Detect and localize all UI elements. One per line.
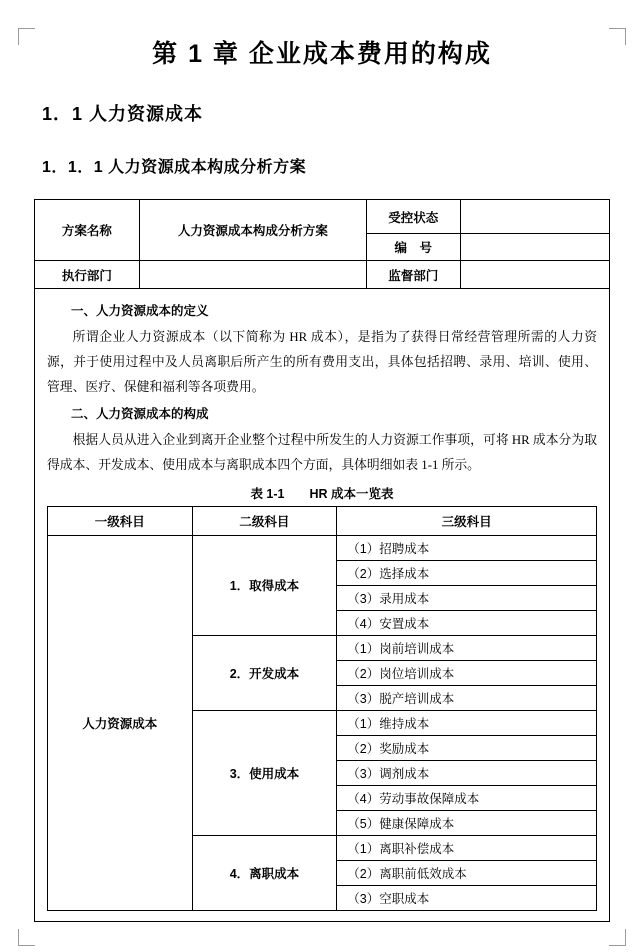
value-exec-dept[interactable] bbox=[139, 261, 366, 289]
chapter-title: 第 1 章 企业成本费用的构成 bbox=[152, 40, 492, 68]
paragraph-composition: 根据人员从进入企业到离开企业整个过程中所发生的人力资源工作事项，可将 HR 成本分为取得成本、开发成本、使用成本与离职成本四个方面，具体明细如表 1-1 所示。 bbox=[47, 432, 597, 472]
cell-level2-development: 2．开发成本 bbox=[192, 635, 337, 710]
paragraph-definition: 所谓企业人力资源成本（以下简称为 HR 成本），是指为了获得日常经营管理所需的人力资源，并于使用过程中及人员离职后所产生的所有费用支出，具体包括招聘、录用、培训、使用、管理、医疗、保健和福利等各项费用。 bbox=[47, 330, 597, 394]
cell-level3: （2）奖励成本 bbox=[337, 735, 597, 760]
value-supervise-dept[interactable] bbox=[460, 261, 609, 289]
cell-level3: （2）岗位培训成本 bbox=[337, 660, 597, 685]
header-level3: 三级科目 bbox=[337, 506, 597, 535]
cell-level3: （4）劳动事故保障成本 bbox=[337, 785, 597, 810]
cell-level2-separation: 4．离职成本 bbox=[192, 835, 337, 910]
cell-level3: （3）调剂成本 bbox=[337, 760, 597, 785]
cell-level3: （5）健康保障成本 bbox=[337, 810, 597, 835]
document-page bbox=[0, 22, 644, 952]
hr-cost-table bbox=[47, 506, 597, 911]
table-header-row bbox=[48, 506, 597, 535]
header-level1: 一级科目 bbox=[48, 506, 193, 535]
cell-level3: （1）招聘成本 bbox=[337, 535, 597, 560]
cell-level3: （3）录用成本 bbox=[337, 585, 597, 610]
crop-mark-top-left bbox=[18, 28, 35, 45]
content-body bbox=[34, 289, 610, 922]
value-control-status[interactable] bbox=[460, 200, 609, 234]
cell-level3: （2）选择成本 bbox=[337, 560, 597, 585]
heading-composition: 二、人力资源成本的构成 bbox=[71, 406, 209, 421]
section-title: 1．1 人力资源成本 bbox=[42, 104, 204, 124]
label-exec-dept: 执行部门 bbox=[35, 261, 140, 289]
cell-level3: （2）离职前低效成本 bbox=[337, 860, 597, 885]
cost-table-caption: 表 1-1 HR 成本一览表 bbox=[250, 486, 394, 501]
label-supervise-dept: 监督部门 bbox=[366, 261, 460, 289]
label-scheme-name: 方案名称 bbox=[35, 200, 140, 261]
scheme-info-table bbox=[34, 199, 610, 289]
cell-level1: 人力资源成本 bbox=[48, 535, 193, 910]
value-scheme-name: 人力资源成本构成分析方案 bbox=[139, 200, 366, 261]
cell-level3: （1）离职补偿成本 bbox=[337, 835, 597, 860]
crop-mark-top-right bbox=[609, 28, 626, 45]
cell-level3: （4）安置成本 bbox=[337, 610, 597, 635]
header-level2: 二级科目 bbox=[192, 506, 337, 535]
cell-level3: （3）脱产培训成本 bbox=[337, 685, 597, 710]
subsection-title: 1．1．1 人力资源成本构成分析方案 bbox=[42, 159, 307, 176]
crop-mark-bottom-right bbox=[609, 929, 626, 946]
cell-level3: （1）岗前培训成本 bbox=[337, 635, 597, 660]
cell-level3: （1）维持成本 bbox=[337, 710, 597, 735]
label-control-status: 受控状态 bbox=[366, 200, 460, 234]
cell-level2-acquisition: 1．取得成本 bbox=[192, 535, 337, 635]
cell-level3: （3）空职成本 bbox=[337, 885, 597, 910]
table-row bbox=[48, 535, 597, 560]
crop-mark-bottom-left bbox=[18, 929, 35, 946]
value-number[interactable] bbox=[460, 234, 609, 261]
table-row bbox=[35, 261, 610, 289]
label-number: 编 号 bbox=[366, 234, 460, 261]
cell-level2-usage: 3．使用成本 bbox=[192, 710, 337, 835]
table-row bbox=[35, 200, 610, 234]
heading-definition: 一、人力资源成本的定义 bbox=[71, 304, 209, 318]
